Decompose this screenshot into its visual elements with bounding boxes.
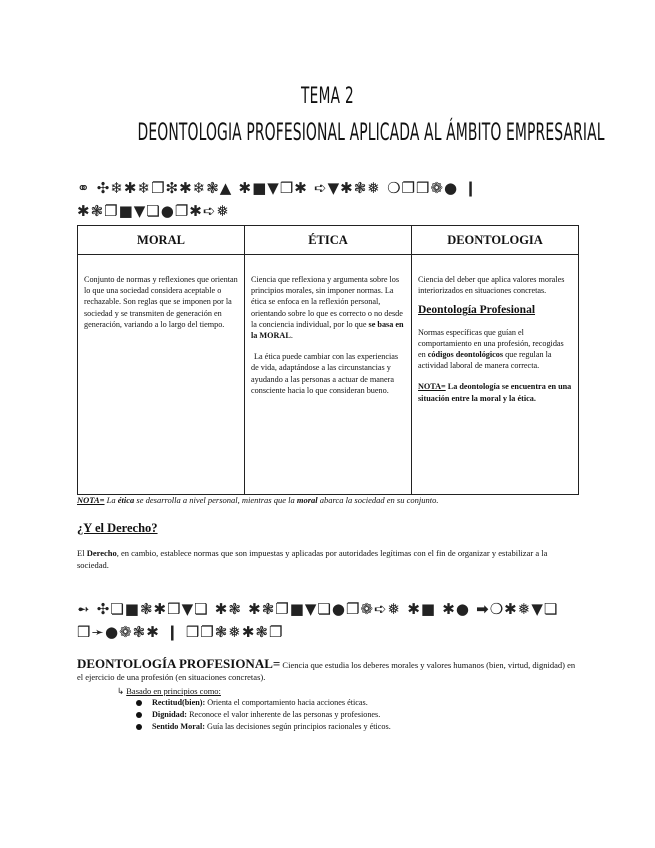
list-item: Sentido Moral: Guía las decisiones según principios racionales y éticos. [132, 721, 391, 733]
deontologia-profesional-text: Normas específicas que guían el comportamiento en una profesión, recogidas en códigos deontológicos que regulan la actividad laboral de manera correcta. [418, 327, 564, 371]
basado-en-principios: ↳ Basado en principios como: [117, 686, 221, 696]
derecho-text: El Derecho, en cambio, establece normas que son impuestas y aplicadas por autoridades legítimas con el fin de organizar y estabilizar a la sociedad. [77, 548, 548, 570]
deontologia-definition: Ciencia del deber que aplica valores morales interiorizados en situaciones concretas. [418, 275, 565, 296]
table-cell-etica [245, 255, 412, 495]
comparison-table [77, 225, 579, 495]
arrow-icon: ↳ [117, 686, 127, 696]
table-cell-moral [78, 255, 245, 495]
list-item: Dignidad: Reconoce el valor inherente de las personas y profesiones. [132, 709, 391, 721]
table-cell-deontologia [412, 255, 579, 495]
section-2-heading-line-1: ➻ ✣❏■❃✱❒▼❏ ✱❃ ✱❃❐■▼❏●❐❁➪❅ ✱■ ✱● ➡❍✱❅▼❏ [77, 600, 559, 618]
section-2-heading-line-2: ❒➛●❁❃✱ ❙ ❒❐❃❅✱❃❐ [77, 623, 284, 641]
section-1-heading-line-1: ⚭ ✣❄✱❄❐❇✱❄❃▲ ✱■▼❒✱ ➪▼✱❃❅ ❍❐❒❁● ❙ [77, 179, 478, 197]
deontologia-profesional-definition: DEONTOLOGÍA PROFESIONAL= Ciencia que estudia los deberes morales y valores humanos (bien, virtud, dignidad) en el ejercicio de una profesión (en situaciones concretas). [77, 656, 576, 682]
etica-paragraph-2: La ética puede cambiar con las experiencias de vida, adaptándose a las circunstancias y ayudando a las personas a actuar de manera consciente hacia lo que consideran bueno. [251, 352, 399, 395]
moral-definition: Conjunto de normas y reflexiones que orientan lo que una sociedad considera aceptable o rechazable. Son reglas que se imponen por la sociedad y se transmiten de generación en generación, variando a lo largo del tiempo. [84, 275, 238, 329]
etica-definition: Ciencia que reflexiona y argumenta sobre los principios morales, sin imponer normas. La ética se enfoca en la reflexión personal, orientando sobre lo que es correcto o no desde la conciencia individual, por lo que se basa en la MORAL. [251, 275, 404, 341]
page-title: TEMA 2 [301, 84, 354, 109]
principles-list [132, 697, 391, 734]
table-header-moral: MORAL [78, 226, 245, 255]
table-header-deontologia: DEONTOLOGIA [412, 226, 579, 255]
section-1-heading-line-2: ✱❃❐■▼❏●❐✱➪❅ [77, 202, 230, 220]
deontologia-profesional-subheading: Deontología Profesional [418, 304, 536, 317]
table-header-etica: ÉTICA [245, 226, 412, 255]
page-subtitle: DEONTOLOGIA PROFESIONAL APLICADA AL ÁMBITO EMPRESARIAL [137, 118, 605, 146]
nota-line: NOTA= La ética se desarrolla a nivel personal, mientras que la moral abarca la sociedad en su conjunto. [77, 495, 439, 505]
deontologia-nota: NOTA= La deontología se encuentra en una situación entre la moral y la ética. [418, 382, 572, 403]
derecho-heading: ¿Y el Derecho? [77, 521, 158, 535]
list-item: Rectitud(bien): Orienta el comportamiento hacia acciones éticas. [132, 697, 391, 709]
